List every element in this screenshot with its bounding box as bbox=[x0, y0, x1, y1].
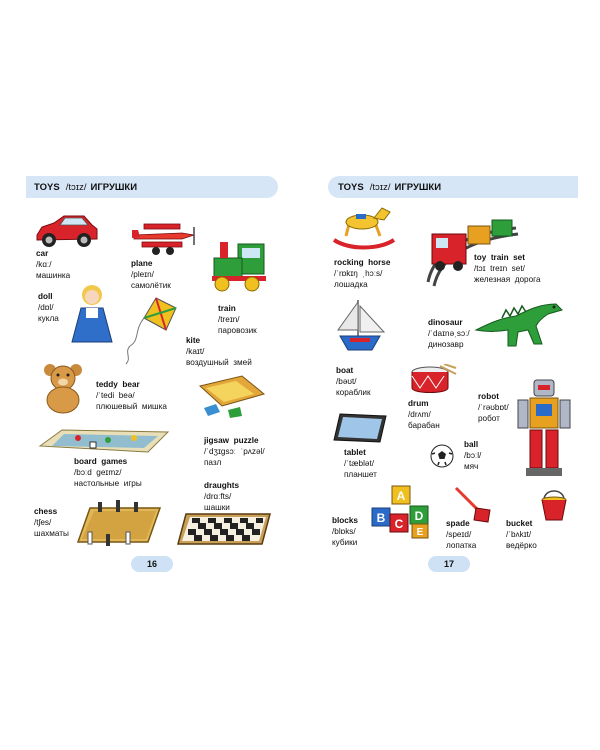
word-transcription: /dɒl/ bbox=[38, 303, 54, 312]
vocab-item-blocks bbox=[332, 516, 358, 548]
vocab-item-draughts bbox=[204, 481, 239, 513]
word-transcription: /bɔːl/ bbox=[464, 451, 482, 460]
word-en: blocks bbox=[332, 516, 358, 525]
page-number: 16 bbox=[131, 556, 173, 572]
doll-illustration bbox=[68, 284, 116, 346]
word-en: robot bbox=[478, 392, 499, 401]
word-ru: пазл bbox=[204, 458, 222, 467]
vocab-item-spade bbox=[446, 519, 476, 551]
word-en: dinosaur bbox=[428, 318, 463, 327]
word-transcription: /drʌm/ bbox=[408, 410, 431, 419]
word-en: jigsaw puzzle bbox=[204, 436, 259, 445]
word-ru: машинка bbox=[36, 271, 71, 280]
vocab-item-jigsaw-puzzle bbox=[204, 436, 265, 468]
ball-illustration bbox=[430, 444, 454, 468]
word-en: draughts bbox=[204, 481, 240, 490]
blocks-illustration bbox=[368, 484, 434, 540]
dinosaur-illustration bbox=[472, 296, 566, 350]
word-en: rocking horse bbox=[334, 258, 391, 267]
word-transcription: /tɔɪ treɪn set/ bbox=[474, 264, 525, 273]
word-ru: планшет bbox=[344, 470, 377, 479]
word-ru: ведёрко bbox=[506, 541, 537, 550]
vocab-item-robot bbox=[478, 392, 509, 424]
header-russian: ИГРУШКИ bbox=[90, 181, 138, 193]
word-ru: лопатка bbox=[446, 541, 477, 550]
word-en: tablet bbox=[344, 448, 366, 457]
word-ru: лошадка bbox=[334, 280, 368, 289]
block-letter-a: A bbox=[396, 489, 406, 503]
teddy-bear-illustration bbox=[36, 362, 90, 414]
word-transcription: /kaɪt/ bbox=[186, 347, 205, 356]
page-header bbox=[328, 176, 578, 198]
word-transcription: /treɪn/ bbox=[218, 315, 240, 324]
word-transcription: /ˈtedi beə/ bbox=[96, 391, 135, 400]
word-transcription: /tʃes/ bbox=[34, 518, 52, 527]
block-letter-c: C bbox=[394, 517, 404, 531]
word-transcription: /ˈrəʊbɒt/ bbox=[478, 403, 509, 412]
right-page bbox=[300, 0, 600, 750]
word-ru: кукла bbox=[38, 314, 59, 323]
word-transcription: /ˈdaɪnəˌsɔː/ bbox=[428, 329, 470, 338]
vocab-item-rocking-horse bbox=[334, 258, 390, 290]
vocab-item-toy-train-set bbox=[474, 253, 541, 285]
header-transcription: /tɔɪz/ bbox=[369, 181, 391, 193]
vocab-item-boat bbox=[336, 366, 371, 398]
word-transcription: /drɑːfts/ bbox=[204, 492, 232, 501]
vocab-item-dinosaur bbox=[428, 318, 470, 350]
word-ru: кораблик bbox=[336, 388, 371, 397]
word-ru: робот bbox=[478, 414, 500, 423]
word-en: board games bbox=[74, 457, 128, 466]
word-en: drum bbox=[408, 399, 429, 408]
word-ru: шахматы bbox=[34, 529, 69, 538]
board-games-illustration bbox=[38, 424, 170, 454]
boat-illustration bbox=[328, 296, 392, 358]
word-en: teddy bear bbox=[96, 380, 140, 389]
vocab-item-ball bbox=[464, 440, 481, 472]
word-en: ball bbox=[464, 440, 479, 449]
vocab-item-tablet bbox=[344, 448, 377, 480]
jigsaw-puzzle-illustration bbox=[196, 372, 268, 422]
block-letter-d: D bbox=[414, 509, 424, 523]
chess-board-illustration bbox=[76, 498, 162, 548]
word-transcription: /bəʊt/ bbox=[336, 377, 357, 386]
block-letter-b: B bbox=[376, 511, 386, 525]
word-en: car bbox=[36, 249, 49, 258]
word-en: boat bbox=[336, 366, 354, 375]
vocab-item-train bbox=[218, 304, 257, 336]
word-en: doll bbox=[38, 292, 53, 301]
plane-illustration bbox=[126, 221, 200, 257]
vocab-item-teddy-bear bbox=[96, 380, 167, 412]
rocking-horse-illustration bbox=[330, 206, 398, 250]
page-number: 17 bbox=[428, 556, 470, 572]
tablet-illustration bbox=[332, 412, 388, 446]
page-header bbox=[26, 176, 278, 198]
vocab-item-chess bbox=[34, 507, 69, 539]
word-transcription: /ˈrɒkɪŋ ˌhɔːs/ bbox=[334, 269, 383, 278]
word-ru: шашки bbox=[204, 503, 230, 512]
word-en: kite bbox=[186, 336, 201, 345]
train-illustration bbox=[208, 236, 270, 294]
word-transcription: /blɒks/ bbox=[332, 527, 356, 536]
vocab-item-board-games bbox=[74, 457, 142, 489]
word-transcription: /ˈdʒɪɡsɔː ˈpʌzəl/ bbox=[204, 447, 265, 456]
header-transcription: /tɔɪz/ bbox=[65, 181, 87, 193]
word-transcription: /kɑː/ bbox=[36, 260, 52, 269]
word-ru: плюшевый мишка bbox=[96, 402, 167, 411]
drum-illustration bbox=[406, 364, 458, 396]
word-ru: паровозик bbox=[218, 326, 257, 335]
spade-illustration bbox=[452, 484, 494, 524]
vocab-item-bucket bbox=[506, 519, 537, 551]
header-title: TOYS bbox=[34, 181, 60, 193]
word-transcription: /ˈbʌkɪt/ bbox=[506, 530, 532, 539]
header-title: TOYS bbox=[338, 181, 364, 193]
word-en: toy train set bbox=[474, 253, 525, 262]
word-ru: динозавр bbox=[428, 340, 464, 349]
word-en: chess bbox=[34, 507, 58, 516]
word-en: plane bbox=[131, 259, 153, 268]
word-en: bucket bbox=[506, 519, 533, 528]
word-transcription: /pleɪn/ bbox=[131, 270, 154, 279]
block-letter-e: E bbox=[416, 527, 424, 538]
word-ru: барабан bbox=[408, 421, 440, 430]
word-ru: самолётик bbox=[131, 281, 171, 290]
bucket-illustration bbox=[538, 490, 570, 522]
vocab-item-doll bbox=[38, 292, 59, 324]
word-ru: воздушный змей bbox=[186, 358, 252, 367]
robot-illustration bbox=[516, 376, 572, 480]
draughts-board-illustration bbox=[176, 512, 272, 546]
word-transcription: /speɪd/ bbox=[446, 530, 472, 539]
word-ru: кубики bbox=[332, 538, 358, 547]
vocab-item-drum bbox=[408, 399, 440, 431]
word-transcription: /bɔːd ɡeɪmz/ bbox=[74, 468, 122, 477]
word-ru: железная дорога bbox=[474, 275, 541, 284]
vocab-item-kite bbox=[186, 336, 252, 368]
word-en: spade bbox=[446, 519, 470, 528]
word-transcription: /ˈtæblət/ bbox=[344, 459, 375, 468]
kite-illustration bbox=[120, 296, 178, 366]
header-russian: ИГРУШКИ bbox=[394, 181, 442, 193]
vocab-item-plane bbox=[131, 259, 171, 291]
car-illustration bbox=[34, 213, 100, 249]
word-en: train bbox=[218, 304, 236, 313]
word-ru: мяч bbox=[464, 462, 479, 471]
vocab-item-car bbox=[36, 249, 70, 281]
word-ru: настольные игры bbox=[74, 479, 142, 488]
